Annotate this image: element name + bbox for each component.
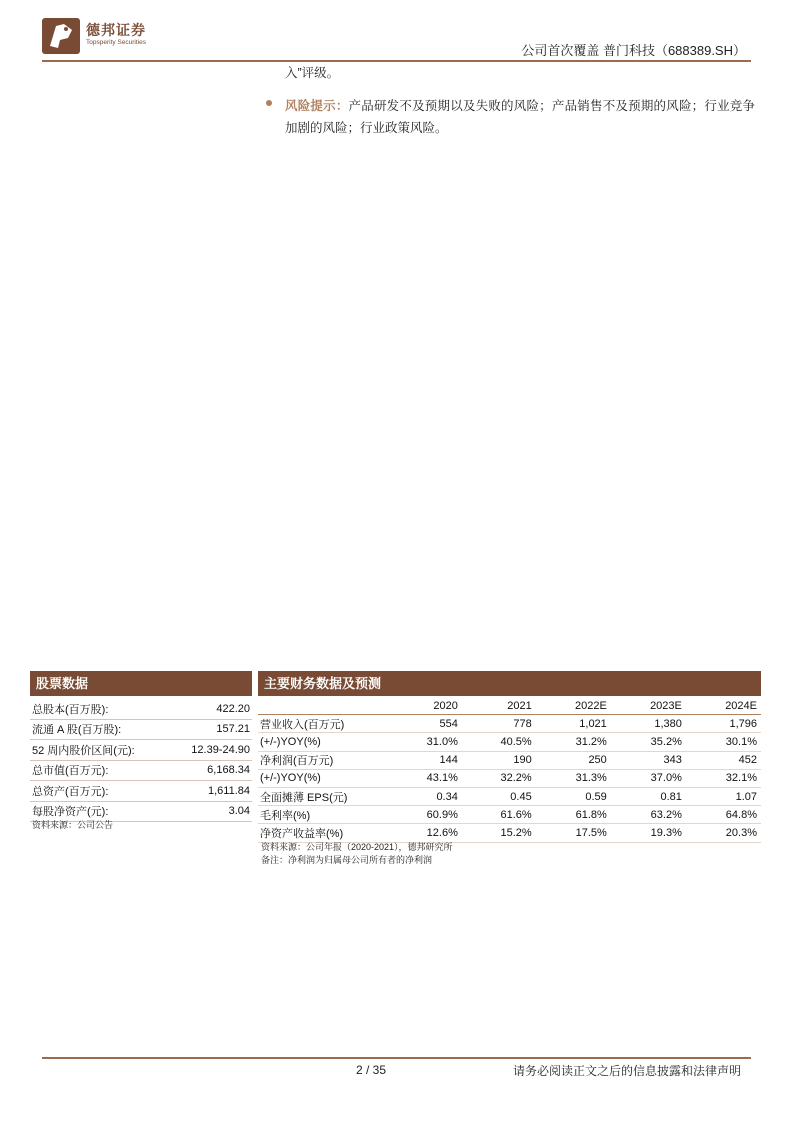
stock-row-value: 422.20 <box>170 699 252 719</box>
footer-divider <box>42 1057 751 1059</box>
stock-row-label: 每股净资产(元): <box>30 801 170 822</box>
fin-row-label: (+/-)YOY(%) <box>258 733 388 751</box>
stock-row <box>30 740 252 761</box>
stock-row-value: 157.21 <box>170 719 252 740</box>
fin-cell: 1,796 <box>686 715 761 733</box>
fin-cell: 0.59 <box>536 787 611 805</box>
risk-label: 风险提示： <box>285 99 349 113</box>
stock-source-note: 资料来源：公司公告 <box>32 820 114 830</box>
fin-panel-title: 主要财务数据及预测 <box>258 671 761 696</box>
year-header: 2023E <box>611 697 686 715</box>
stock-row <box>30 699 252 719</box>
continuation-text: 入”评级。 <box>285 66 340 80</box>
fin-cell: 19.3% <box>611 824 686 842</box>
fin-row-label: 全面摊薄 EPS(元) <box>258 787 388 805</box>
fin-row <box>258 733 761 751</box>
fin-cell: 144 <box>388 751 462 769</box>
fin-row <box>258 787 761 805</box>
fin-row-label: 营业收入(百万元) <box>258 715 388 733</box>
fin-row <box>258 769 761 787</box>
stock-row-value: 3.04 <box>170 801 252 822</box>
fin-remark-note: 备注：净利润为归属母公司所有者的净利润 <box>261 855 433 865</box>
stock-row-value: 6,168.34 <box>170 760 252 781</box>
stock-panel-title: 股票数据 <box>30 671 252 696</box>
year-header-row <box>258 697 761 715</box>
fin-cell: 190 <box>462 751 536 769</box>
fin-row <box>258 806 761 824</box>
fin-row-label: 净利润(百万元) <box>258 751 388 769</box>
year-header-blank <box>258 697 388 715</box>
fin-row-label: 毛利率(%) <box>258 806 388 824</box>
fin-cell: 343 <box>611 751 686 769</box>
stock-row <box>30 760 252 781</box>
report-title: 公司首次覆盖 普门科技（688389.SH） <box>521 43 746 58</box>
stock-data-table <box>30 699 252 822</box>
stock-row <box>30 719 252 740</box>
stock-row-label: 总股本(百万股): <box>30 699 170 719</box>
fin-cell: 452 <box>686 751 761 769</box>
fin-source-note: 资料来源：公司年报（2020-2021），德邦研究所 <box>261 842 453 852</box>
fin-cell: 40.5% <box>462 733 536 751</box>
fin-cell: 31.3% <box>536 769 611 787</box>
logo-mark-icon <box>42 16 80 56</box>
fin-row <box>258 715 761 733</box>
logo-text-cn: 德邦证券 <box>86 22 146 38</box>
fin-cell: 250 <box>536 751 611 769</box>
risk-text: 产品研发不及预期以及失败的风险；产品销售不及预期的风险；行业竞争加剧的风险；行业政策风险。 <box>285 99 755 135</box>
fin-cell: 15.2% <box>462 824 536 842</box>
stock-row-value: 1,611.84 <box>170 781 252 802</box>
fin-cell: 35.2% <box>611 733 686 751</box>
risk-paragraph <box>285 95 755 139</box>
fin-cell: 31.0% <box>388 733 462 751</box>
year-header: 2024E <box>686 697 761 715</box>
year-header: 2020 <box>388 697 462 715</box>
company-logo <box>42 16 172 58</box>
fin-cell: 20.3% <box>686 824 761 842</box>
fin-cell: 1,021 <box>536 715 611 733</box>
bullet-icon <box>266 100 272 106</box>
fin-row-label: 净资产收益率(%) <box>258 824 388 842</box>
fin-cell: 32.2% <box>462 769 536 787</box>
fin-cell: 1.07 <box>686 787 761 805</box>
fin-cell: 0.45 <box>462 787 536 805</box>
financial-table <box>258 697 761 843</box>
stock-row-label: 52 周内股价区间(元): <box>30 740 170 761</box>
fin-cell: 61.6% <box>462 806 536 824</box>
stock-row-label: 总市值(百万元): <box>30 760 170 781</box>
fin-cell: 1,380 <box>611 715 686 733</box>
page-number: 2 / 35 <box>356 1063 387 1077</box>
fin-row-label: (+/-)YOY(%) <box>258 769 388 787</box>
fin-cell: 61.8% <box>536 806 611 824</box>
fin-cell: 32.1% <box>686 769 761 787</box>
fin-cell: 554 <box>388 715 462 733</box>
fin-cell: 63.2% <box>611 806 686 824</box>
fin-row <box>258 751 761 769</box>
fin-cell: 778 <box>462 715 536 733</box>
stock-row-value: 12.39-24.90 <box>170 740 252 761</box>
fin-cell: 0.34 <box>388 787 462 805</box>
fin-cell: 0.81 <box>611 787 686 805</box>
stock-row-label: 总资产(百万元): <box>30 781 170 802</box>
fin-cell: 17.5% <box>536 824 611 842</box>
footer-disclaimer: 请务必阅读正文之后的信息披露和法律声明 <box>512 1064 741 1078</box>
year-header: 2021 <box>462 697 536 715</box>
stock-row-label: 流通 A 股(百万股): <box>30 719 170 740</box>
fin-cell: 31.2% <box>536 733 611 751</box>
year-header: 2022E <box>536 697 611 715</box>
fin-cell: 12.6% <box>388 824 462 842</box>
stock-row <box>30 781 252 802</box>
fin-cell: 60.9% <box>388 806 462 824</box>
fin-cell: 37.0% <box>611 769 686 787</box>
fin-cell: 43.1% <box>388 769 462 787</box>
logo-text-en: Topsperity Securities <box>86 39 146 46</box>
fin-cell: 64.8% <box>686 806 761 824</box>
fin-cell: 30.1% <box>686 733 761 751</box>
